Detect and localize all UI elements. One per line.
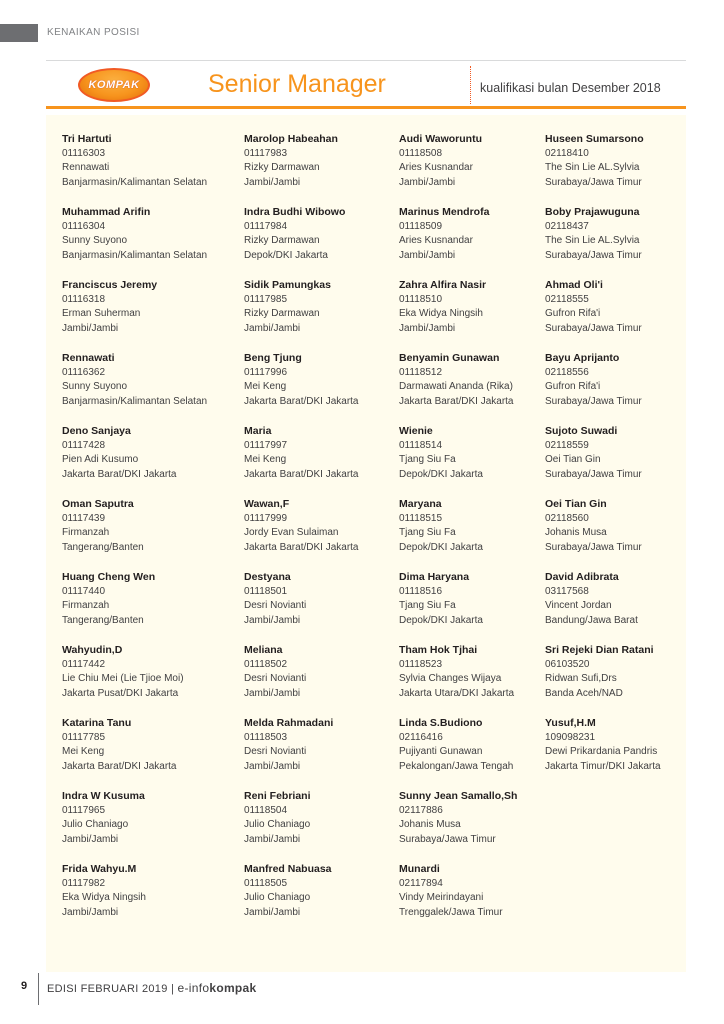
member-entry — [62, 205, 222, 278]
member-location: Jambi/Jambi — [62, 833, 119, 845]
member-id: 03117568 — [545, 585, 589, 597]
member-sponsor: Johanis Musa — [545, 527, 607, 538]
member-sponsor: Firmanzah — [62, 600, 110, 611]
member-entry — [399, 643, 559, 716]
member-location: Jakarta Pusat/DKI Jakarta — [62, 687, 179, 699]
member-sponsor: Gufron Rifa'i — [545, 308, 601, 319]
member-sponsor: Desri Novianti — [244, 600, 307, 611]
member-name: Wienie — [399, 425, 433, 437]
member-name: Franciscus Jeremy — [62, 279, 158, 291]
member-entry — [244, 424, 404, 497]
member-entry — [545, 132, 705, 205]
member-entry — [399, 278, 559, 351]
member-name: Sri Rejeki Dian Ratani — [545, 644, 654, 656]
member-location: Depok/DKI Jakarta — [399, 468, 483, 480]
member-id: 01116304 — [62, 220, 106, 232]
member-name: Reni Febriani — [244, 790, 311, 802]
member-entry — [244, 789, 404, 862]
member-entry — [399, 497, 559, 570]
member-name: Linda S.Budiono — [399, 717, 483, 729]
member-entry — [545, 497, 705, 570]
header-rule-bottom — [46, 106, 686, 109]
member-id: 01117999 — [244, 512, 288, 524]
member-sponsor: Oei Tian Gin — [545, 454, 601, 465]
member-location: Tangerang/Banten — [62, 614, 144, 626]
member-id: 02117894 — [399, 877, 443, 889]
member-id: 01117982 — [62, 877, 106, 889]
member-sponsor: Tjang Siu Fa — [399, 454, 456, 465]
member-entry — [399, 351, 559, 424]
member-id: 02116416 — [399, 731, 443, 743]
member-sponsor: Gufron Rifa'i — [545, 381, 601, 392]
member-location: Banda Aceh/NAD — [545, 687, 623, 699]
column-3 — [399, 132, 559, 935]
member-sponsor: Mei Keng — [244, 381, 287, 392]
section-label: KENAIKAN POSISI — [47, 27, 140, 38]
member-location: Surabaya/Jawa Timur — [545, 541, 642, 553]
member-location: Jambi/Jambi — [244, 760, 301, 772]
member-location: Jakarta Timur/DKI Jakarta — [545, 760, 661, 772]
member-id: 01118509 — [399, 220, 443, 232]
member-entry — [244, 205, 404, 278]
member-sponsor: Aries Kusnandar — [399, 235, 473, 246]
member-id: 01117996 — [244, 366, 288, 378]
member-sponsor: Julio Chaniago — [244, 892, 311, 903]
member-id: 01118505 — [244, 877, 288, 889]
member-sponsor: Pujiyanti Gunawan — [399, 746, 483, 757]
member-location: Jambi/Jambi — [244, 833, 301, 845]
logo-text: KOMPAK — [88, 79, 140, 91]
member-entry — [244, 351, 404, 424]
member-name: Oman Saputra — [62, 498, 134, 510]
member-id: 01118510 — [399, 293, 443, 305]
member-location: Jambi/Jambi — [244, 906, 301, 918]
member-id: 01117985 — [244, 293, 288, 305]
member-location: Depok/DKI Jakarta — [399, 541, 483, 553]
member-sponsor: Tjang Siu Fa — [399, 527, 456, 538]
member-id: 01118515 — [399, 512, 443, 524]
member-sponsor: Dewi Prikardania Pandris — [545, 746, 658, 757]
member-id: 02118555 — [545, 293, 589, 305]
member-location: Jambi/Jambi — [399, 322, 456, 334]
member-sponsor: Julio Chaniago — [244, 819, 311, 830]
member-name: Rennawati — [62, 352, 115, 364]
member-id: 01117428 — [62, 439, 106, 451]
member-name: Katarina Tanu — [62, 717, 132, 729]
member-location: Pekalongan/Jawa Tengah — [399, 760, 514, 772]
member-name: Huseen Sumarsono — [545, 133, 644, 145]
member-location: Jakarta Utara/DKI Jakarta — [399, 687, 515, 699]
member-name: Frida Wahyu.M — [62, 863, 137, 875]
member-location: Jambi/Jambi — [244, 176, 301, 188]
kompak-logo — [78, 68, 150, 102]
member-location: Surabaya/Jawa Timur — [545, 395, 642, 407]
member-id: 01117439 — [62, 512, 106, 524]
member-sponsor: Desri Novianti — [244, 673, 307, 684]
member-name: Meliana — [244, 644, 283, 656]
member-entry — [399, 716, 559, 789]
column-2 — [244, 132, 404, 935]
member-location: Surabaya/Jawa Timur — [399, 833, 496, 845]
member-name: Sunny Jean Samallo,Sh — [399, 790, 518, 802]
member-name: Munardi — [399, 863, 440, 875]
member-location: Banjarmasin/Kalimantan Selatan — [62, 249, 208, 261]
member-entry — [62, 497, 222, 570]
member-id: 02118559 — [545, 439, 589, 451]
member-id: 06103520 — [545, 658, 590, 670]
member-location: Jambi/Jambi — [244, 614, 301, 626]
footer-brand — [178, 981, 257, 995]
member-name: Sujoto Suwadi — [545, 425, 618, 437]
member-location: Jambi/Jambi — [244, 687, 301, 699]
member-id: 01118523 — [399, 658, 443, 670]
member-location: Jakarta Barat/DKI Jakarta — [244, 541, 359, 553]
member-entry — [399, 132, 559, 205]
member-location: Jakarta Barat/DKI Jakarta — [62, 760, 177, 772]
member-sponsor: Jordy Evan Sulaiman — [244, 527, 339, 538]
member-name: Sidik Pamungkas — [244, 279, 331, 291]
member-id: 01116362 — [62, 366, 106, 378]
member-entry — [244, 862, 404, 935]
member-name: Wawan,F — [244, 498, 290, 510]
member-id: 01118516 — [399, 585, 443, 597]
member-entry — [545, 351, 705, 424]
member-name: Beng Tjung — [244, 352, 302, 364]
member-location: Trenggalek/Jawa Timur — [399, 906, 503, 918]
member-id: 01117440 — [62, 585, 106, 597]
member-name: Oei Tian Gin — [545, 498, 607, 510]
member-sponsor: Sylvia Changes Wijaya — [399, 673, 502, 684]
member-id: 01118512 — [399, 366, 443, 378]
member-name: Melda Rahmadani — [244, 717, 334, 729]
member-id: 01117965 — [62, 804, 106, 816]
footer-brand-bold: kompak — [209, 981, 257, 995]
member-entry — [244, 570, 404, 643]
member-sponsor: Mei Keng — [244, 454, 287, 465]
member-sponsor: Sunny Suyono — [62, 381, 128, 392]
member-id: 02118410 — [545, 147, 589, 159]
member-id: 02117886 — [399, 804, 443, 816]
member-entry — [399, 862, 559, 935]
member-location: Jambi/Jambi — [244, 322, 301, 334]
member-name: Indra Budhi Wibowo — [244, 206, 346, 218]
member-name: Marinus Mendrofa — [399, 206, 490, 218]
member-entry — [62, 278, 222, 351]
member-name: David Adibrata — [545, 571, 619, 583]
member-sponsor: The Sin Lie AL.Sylvia — [545, 235, 640, 246]
footer-divider — [38, 973, 39, 1005]
member-id: 02118437 — [545, 220, 589, 232]
column-1 — [62, 132, 222, 935]
member-location: Jambi/Jambi — [62, 906, 119, 918]
member-id: 01116318 — [62, 293, 106, 305]
member-id: 02118560 — [545, 512, 589, 524]
member-location: Jambi/Jambi — [399, 176, 456, 188]
member-sponsor: Julio Chaniago — [62, 819, 129, 830]
section-tab-marker — [0, 24, 38, 42]
member-entry — [399, 570, 559, 643]
member-sponsor: Vincent Jordan — [545, 600, 612, 611]
member-location: Banjarmasin/Kalimantan Selatan — [62, 176, 208, 188]
member-entry — [545, 424, 705, 497]
member-location: Banjarmasin/Kalimantan Selatan — [62, 395, 208, 407]
member-name: Zahra Alfira Nasir — [399, 279, 487, 291]
member-name: Boby Prajawuguna — [545, 206, 640, 218]
member-id: 01118502 — [244, 658, 288, 670]
member-entry — [545, 716, 705, 789]
footer-brand-light: e-info — [177, 981, 210, 995]
member-name: Muhammad Arifin — [62, 206, 151, 218]
member-id: 01118514 — [399, 439, 443, 451]
member-sponsor: Tjang Siu Fa — [399, 600, 456, 611]
member-location: Jambi/Jambi — [399, 249, 456, 261]
member-sponsor: Rennawati — [62, 162, 110, 173]
member-location: Surabaya/Jawa Timur — [545, 249, 642, 261]
page-title: Senior Manager — [208, 70, 386, 98]
page-subtitle: kualifikasi bulan Desember 2018 — [480, 81, 661, 95]
member-sponsor: The Sin Lie AL.Sylvia — [545, 162, 640, 173]
member-entry — [244, 497, 404, 570]
member-id: 01117442 — [62, 658, 106, 670]
page-number: 9 — [21, 980, 28, 992]
member-entry — [62, 570, 222, 643]
member-entry — [545, 278, 705, 351]
member-entry — [62, 351, 222, 424]
member-name: Ahmad Oli'i — [545, 279, 603, 291]
member-name: Indra W Kusuma — [62, 790, 145, 802]
member-id: 01117785 — [62, 731, 106, 743]
member-location: Jakarta Barat/DKI Jakarta — [62, 468, 177, 480]
member-sponsor: Pien Adi Kusumo — [62, 454, 139, 465]
member-sponsor: Erman Suherman — [62, 308, 141, 319]
member-location: Tangerang/Banten — [62, 541, 144, 553]
member-sponsor: Firmanzah — [62, 527, 110, 538]
member-location: Surabaya/Jawa Timur — [545, 322, 642, 334]
member-name: Tri Hartuti — [62, 133, 112, 145]
member-sponsor: Darmawati Ananda (Rika) — [399, 381, 513, 392]
member-entry — [62, 132, 222, 205]
member-id: 01118501 — [244, 585, 288, 597]
member-sponsor: Sunny Suyono — [62, 235, 128, 246]
member-location: Surabaya/Jawa Timur — [545, 468, 642, 480]
member-location: Bandung/Jawa Barat — [545, 614, 638, 626]
header-divider — [470, 66, 471, 104]
member-sponsor: Lie Chiu Mei (Lie Tjioe Moi) — [62, 673, 184, 684]
member-name: Manfred Nabuasa — [244, 863, 332, 875]
member-name: Wahyudin,D — [62, 644, 123, 656]
member-entry — [244, 716, 404, 789]
member-entry — [545, 570, 705, 643]
member-id: 01116303 — [62, 147, 106, 159]
member-id: 01118503 — [244, 731, 288, 743]
member-location: Depok/DKI Jakarta — [244, 249, 328, 261]
column-4 — [545, 132, 705, 789]
member-id: 01118508 — [399, 147, 443, 159]
member-name: Tham Hok Tjhai — [399, 644, 478, 656]
member-name: Bayu Aprijanto — [545, 352, 620, 364]
member-name: Maryana — [399, 498, 442, 510]
footer-edition-label: EDISI FEBRUARI 2019 | — [47, 983, 175, 995]
member-name: Audi Waworuntu — [399, 133, 483, 145]
member-sponsor: Johanis Musa — [399, 819, 461, 830]
member-entry — [62, 716, 222, 789]
member-id: 109098231 — [545, 731, 596, 743]
member-entry — [244, 278, 404, 351]
member-id: 01117983 — [244, 147, 288, 159]
member-sponsor: Ridwan Sufi,Drs — [545, 673, 617, 684]
member-entry — [62, 862, 222, 935]
member-sponsor: Aries Kusnandar — [399, 162, 473, 173]
member-location: Jakarta Barat/DKI Jakarta — [244, 395, 359, 407]
member-id: 01117997 — [244, 439, 288, 451]
member-location: Depok/DKI Jakarta — [399, 614, 483, 626]
member-location: Jakarta Barat/DKI Jakarta — [244, 468, 359, 480]
member-entry — [62, 643, 222, 716]
member-name: Marolop Habeahan — [244, 133, 338, 145]
member-entry — [244, 643, 404, 716]
member-location: Surabaya/Jawa Timur — [545, 176, 642, 188]
member-location: Jambi/Jambi — [62, 322, 119, 334]
member-name: Benyamin Gunawan — [399, 352, 500, 364]
member-entry — [545, 205, 705, 278]
member-sponsor: Rizky Darmawan — [244, 235, 320, 246]
member-sponsor: Desri Novianti — [244, 746, 307, 757]
member-id: 01118504 — [244, 804, 288, 816]
member-location: Jakarta Barat/DKI Jakarta — [399, 395, 514, 407]
member-id: 02118556 — [545, 366, 589, 378]
footer-edition — [47, 981, 257, 995]
member-entry — [399, 789, 559, 862]
member-entry — [399, 424, 559, 497]
member-entry — [62, 424, 222, 497]
member-sponsor: Rizky Darmawan — [244, 308, 320, 319]
member-entry — [545, 643, 705, 716]
member-name: Deno Sanjaya — [62, 425, 131, 437]
member-name: Destyana — [244, 571, 291, 583]
member-name: Yusuf,H.M — [545, 717, 596, 729]
member-entry — [244, 132, 404, 205]
member-name: Dima Haryana — [399, 571, 470, 583]
member-entry — [399, 205, 559, 278]
member-sponsor: Rizky Darmawan — [244, 162, 320, 173]
member-id: 01117984 — [244, 220, 288, 232]
member-name: Huang Cheng Wen — [62, 571, 156, 583]
member-sponsor: Eka Widya Ningsih — [62, 892, 146, 903]
member-name: Maria — [244, 425, 272, 437]
member-entry — [62, 789, 222, 862]
header-rule-top — [46, 60, 686, 61]
member-sponsor: Mei Keng — [62, 746, 105, 757]
member-sponsor: Vindy Meirindayani — [399, 892, 484, 903]
member-sponsor: Eka Widya Ningsih — [399, 308, 483, 319]
